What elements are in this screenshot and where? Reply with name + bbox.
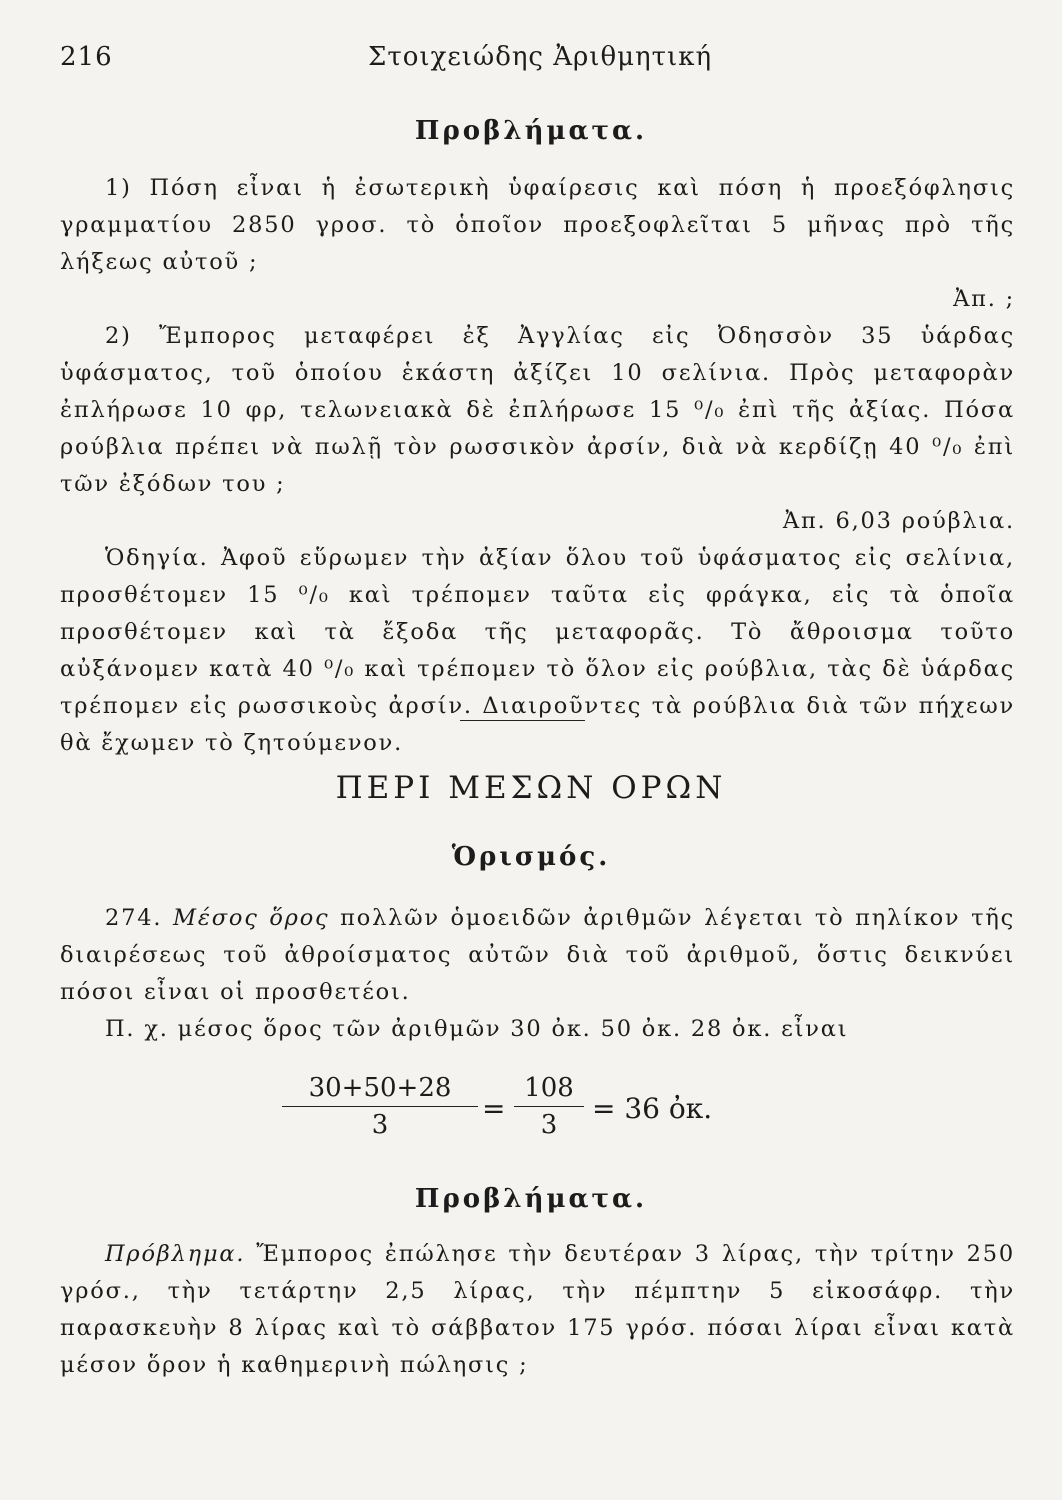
problem-1	[60, 170, 1015, 318]
running-head	[60, 42, 1020, 82]
fraction-total-denominator: 3	[540, 1110, 558, 1140]
problem-2-text: 2) Ἔμπορος μεταφέρει ἐξ Ἀγγλίας εἰς Ὀδησσὸν 35 ὑάρδας ὑφάσματος, τοῦ ὁποίου ἑκάστη ἀξίζει 10 σελίνια. Πρὸς μεταφορὰν ἐπλήρωσε 10 φρ, τελωνειακὰ δὲ ἐπλήρωσε 15 ⁰/₀ ἐπὶ τῆς ἀξίας. Πόσα ρούβλια πρέπει νὰ πωλῇ τὸν ρωσσικὸν ἀρσίν, διὰ νὰ κερδίζῃ 40 ⁰/₀ ἐπὶ τῶν ἐξόδων του ;	[60, 323, 1015, 497]
mean-equation	[282, 1072, 782, 1152]
equals-sign: =	[482, 1092, 506, 1125]
fraction-sum-denominator: 3	[371, 1110, 389, 1140]
problem-3-label: Πρόβλημα.	[105, 1241, 246, 1267]
problem-3-block	[60, 1236, 1015, 1384]
problem-3	[60, 1236, 1015, 1384]
chapter-title: ΠΕΡΙ ΜΕΣΩΝ ΟΡΩΝ	[335, 770, 727, 806]
problems-heading: Προβλήματα.	[414, 116, 648, 146]
page-number: 216	[60, 42, 113, 72]
guidance-paragraph	[60, 540, 1015, 762]
problem-2	[60, 318, 1015, 540]
definition-number: 274.	[105, 905, 163, 931]
fraction-sum	[282, 1072, 478, 1143]
definition-term: Μέσος ὅρος	[173, 905, 330, 931]
example-paragraph	[60, 1011, 1015, 1048]
example-text: Π. χ. μέσος ὅρος τῶν ἀριθμῶν 30 ὀκ. 50 ὀκ. 28 ὀκ. εἶναι	[105, 1016, 849, 1042]
definition-heading: Ὁρισμός.	[451, 842, 611, 872]
problem-3-text: Ἔμπορος ἐπώλησε τὴν δευτέραν 3 λίρας, τὴν τρίτην 250 γρόσ., τὴν τετάρτην 2,5 λίρας, τὴν πέμπτην 5 εἰκοσάφρ. τὴν παρασκευὴν 8 λίρας καὶ τὸ σάββατον 175 γρόσ. πόσαι λίραι εἶναι κατὰ μέσον ὅρον ἡ καθημερινὴ πώλησις ;	[60, 1241, 1016, 1378]
problems-heading-2: Προβλήματα.	[414, 1184, 648, 1214]
definition-text: πολλῶν ὁμοειδῶν ἀριθμῶν λέγεται τὸ πηλίκον τῆς διαιρέσεως τοῦ ἀθροίσματος αὐτῶν διὰ τοῦ ἀριθμοῦ, ὅστις δεικνύει πόσοι εἶναι οἱ προσθετέοι.	[60, 905, 1016, 1005]
problem-2-answer: Ἀπ. 6,03 ρούβλια.	[782, 508, 1015, 534]
section-divider	[460, 720, 585, 721]
problem-1-text: 1) Πόση εἶναι ἡ ἐσωτερικὴ ὑφαίρεσις καὶ πόση ἡ προεξόφλησις γραμματίου 2850 γροσ. τὸ ὁποῖον προεξοφλεῖται 5 μῆνας πρὸ τῆς λήξεως αὐτοῦ ;	[60, 175, 1015, 275]
book-title: Στοιχειώδης Ἀριθμητική	[367, 42, 713, 72]
fraction-sum-numerator: 30+50+28	[282, 1072, 478, 1107]
definition-block	[60, 900, 1015, 1048]
problem-1-answer: Ἀπ. ;	[953, 286, 1015, 312]
definition-paragraph	[60, 900, 1015, 1011]
fraction-total	[514, 1072, 584, 1143]
problems-block	[60, 170, 1015, 762]
equation-result: = 36 ὀκ.	[592, 1092, 713, 1125]
guidance-text: Ἀφοῦ εὕρωμεν τὴν ἀξίαν ὅλου τοῦ ὑφάσματος εἰς σελίνια, προσθέτομεν 15 ⁰/₀ καὶ τρέπομεν ταῦτα εἰς φράγκα, εἰς τὰ ὁποῖα προσθέτομεν καὶ τὰ ἔξοδα τῆς μεταφορᾶς. Τὸ ἄθροισμα τοῦτο αὐξάνομεν κατὰ 40 ⁰/₀ καὶ τρέπομεν τὸ ὅλον εἰς ρούβλια, τὰς δὲ ὑάρδας τρέπομεν εἰς ρωσσικοὺς ἀρσίν. Διαιροῦντες τὰ ρούβλια διὰ τῶν πήχεων θὰ ἔχωμεν τὸ ζητούμενον.	[60, 545, 1015, 756]
guidance-label: Ὁδηγία.	[105, 545, 209, 571]
fraction-total-numerator: 108	[514, 1072, 584, 1107]
